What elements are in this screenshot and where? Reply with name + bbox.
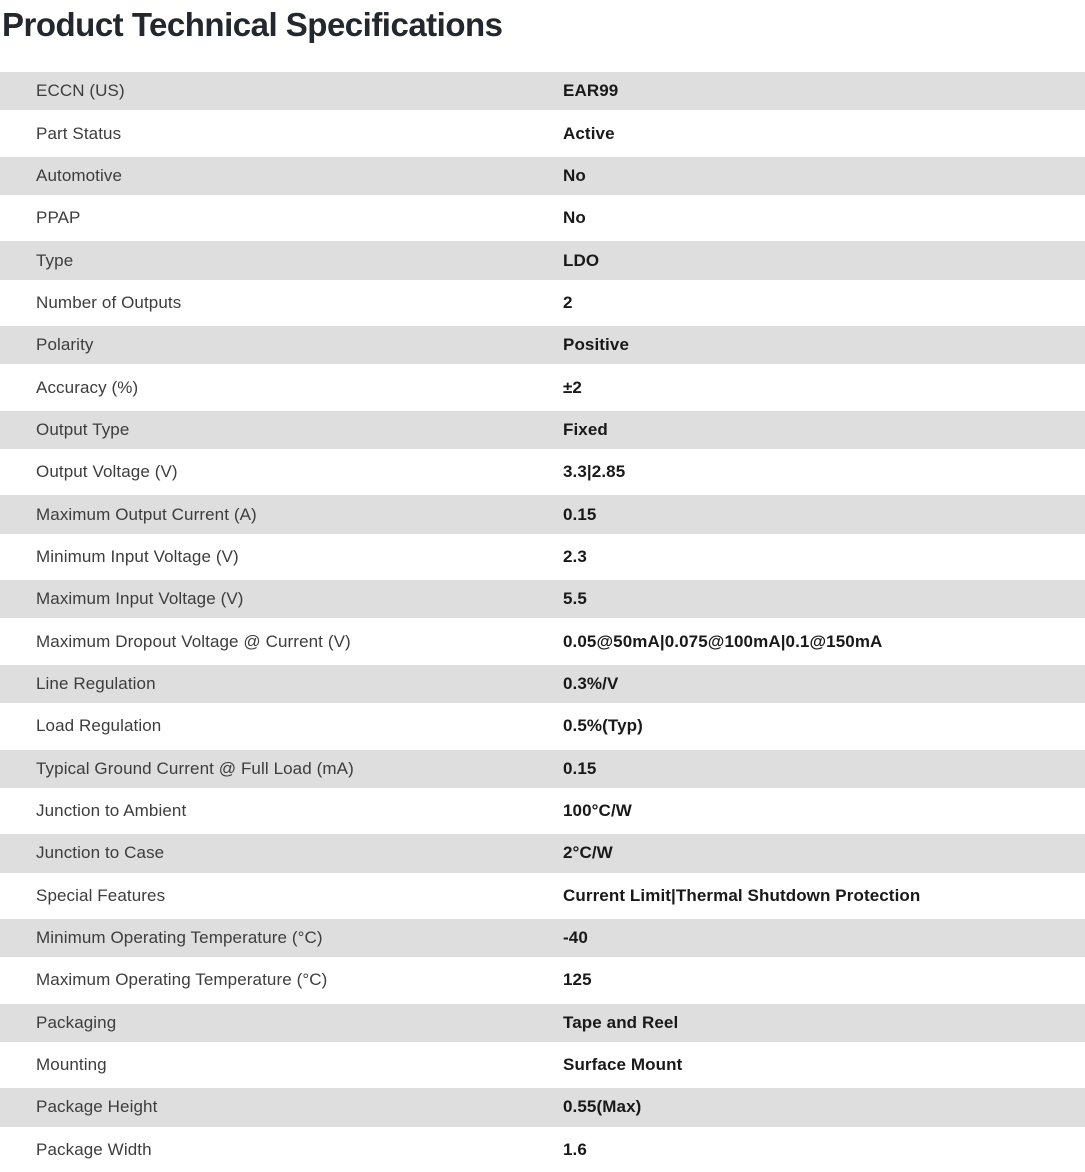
spec-value: -40 bbox=[563, 928, 588, 948]
spec-row bbox=[0, 663, 1085, 705]
spec-row bbox=[0, 620, 1085, 662]
spec-row bbox=[0, 324, 1085, 366]
spec-value: 125 bbox=[563, 970, 592, 990]
spec-label: Maximum Output Current (A) bbox=[36, 504, 257, 524]
spec-row bbox=[0, 1002, 1085, 1044]
spec-label: Special Features bbox=[36, 885, 166, 905]
spec-label: Typical Ground Current @ Full Load (mA) bbox=[36, 758, 354, 778]
spec-label: PPAP bbox=[36, 208, 81, 228]
spec-row bbox=[0, 917, 1085, 959]
spec-row bbox=[0, 239, 1085, 281]
spec-label: Accuracy (%) bbox=[36, 377, 139, 397]
spec-row bbox=[0, 155, 1085, 197]
spec-value: 100°C/W bbox=[563, 801, 632, 821]
spec-row bbox=[0, 409, 1085, 451]
spec-row bbox=[0, 1086, 1085, 1128]
spec-value: Current Limit|Thermal Shutdown Protection bbox=[563, 885, 921, 905]
spec-row bbox=[0, 748, 1085, 790]
spec-label: Junction to Ambient bbox=[36, 801, 187, 821]
spec-value: ±2 bbox=[563, 377, 582, 397]
spec-value: 0.15 bbox=[563, 758, 597, 778]
spec-value: 2°C/W bbox=[563, 843, 613, 863]
spec-label: Mounting bbox=[36, 1055, 107, 1075]
spec-label: Maximum Input Voltage (V) bbox=[36, 589, 244, 609]
spec-label: Junction to Case bbox=[36, 843, 165, 863]
spec-label: Minimum Operating Temperature (°C) bbox=[36, 928, 323, 948]
spec-row bbox=[0, 493, 1085, 535]
spec-value: Tape and Reel bbox=[563, 1012, 679, 1032]
spec-row bbox=[0, 875, 1085, 917]
spec-value: EAR99 bbox=[563, 81, 619, 101]
spec-value: 0.05@50mA|0.075@100mA|0.1@150mA bbox=[563, 631, 883, 651]
spec-value: Active bbox=[563, 123, 615, 143]
spec-label: Output Type bbox=[36, 419, 130, 439]
spec-label: Load Regulation bbox=[36, 716, 162, 736]
spec-label: Polarity bbox=[36, 335, 94, 355]
spec-label: Part Status bbox=[36, 123, 122, 143]
spec-row bbox=[0, 959, 1085, 1001]
spec-label: Number of Outputs bbox=[36, 292, 182, 312]
spec-value: 1.6 bbox=[563, 1139, 587, 1159]
spec-label: Type bbox=[36, 250, 74, 270]
spec-row bbox=[0, 112, 1085, 154]
spec-label: Automotive bbox=[36, 165, 123, 185]
spec-label: ECCN (US) bbox=[36, 81, 125, 101]
spec-label: Maximum Dropout Voltage @ Current (V) bbox=[36, 631, 351, 651]
spec-label: Output Voltage (V) bbox=[36, 462, 178, 482]
spec-row bbox=[0, 1044, 1085, 1086]
spec-value: Surface Mount bbox=[563, 1055, 683, 1075]
spec-value: 0.3%/V bbox=[563, 673, 619, 693]
spec-value: LDO bbox=[563, 250, 600, 270]
spec-value: 0.55(Max) bbox=[563, 1097, 642, 1117]
spec-value: No bbox=[563, 165, 586, 185]
spec-label: Package Height bbox=[36, 1097, 158, 1117]
spec-label: Maximum Operating Temperature (°C) bbox=[36, 970, 328, 990]
spec-row bbox=[0, 70, 1085, 112]
page-title: Product Technical Specifications bbox=[2, 6, 503, 43]
spec-row bbox=[0, 790, 1085, 832]
spec-value: Fixed bbox=[563, 419, 608, 439]
spec-value: 0.15 bbox=[563, 504, 597, 524]
spec-value: 3.3|2.85 bbox=[563, 462, 626, 482]
spec-value: 2 bbox=[563, 292, 573, 312]
spec-label: Line Regulation bbox=[36, 673, 156, 693]
spec-label: Packaging bbox=[36, 1012, 117, 1032]
spec-row bbox=[0, 282, 1085, 324]
spec-value: Positive bbox=[563, 335, 629, 355]
spec-label: Minimum Input Voltage (V) bbox=[36, 546, 239, 566]
spec-row bbox=[0, 366, 1085, 408]
spec-value: 5.5 bbox=[563, 589, 587, 609]
spec-row bbox=[0, 536, 1085, 578]
spec-row bbox=[0, 705, 1085, 747]
spec-row bbox=[0, 197, 1085, 239]
spec-row bbox=[0, 578, 1085, 620]
spec-label: Package Width bbox=[36, 1139, 152, 1159]
spec-row bbox=[0, 1129, 1085, 1171]
spec-value: 2.3 bbox=[563, 546, 587, 566]
spec-value: 0.5%(Typ) bbox=[563, 716, 643, 736]
spec-table bbox=[0, 70, 1085, 1171]
spec-row bbox=[0, 451, 1085, 493]
spec-value: No bbox=[563, 208, 586, 228]
spec-row bbox=[0, 832, 1085, 874]
